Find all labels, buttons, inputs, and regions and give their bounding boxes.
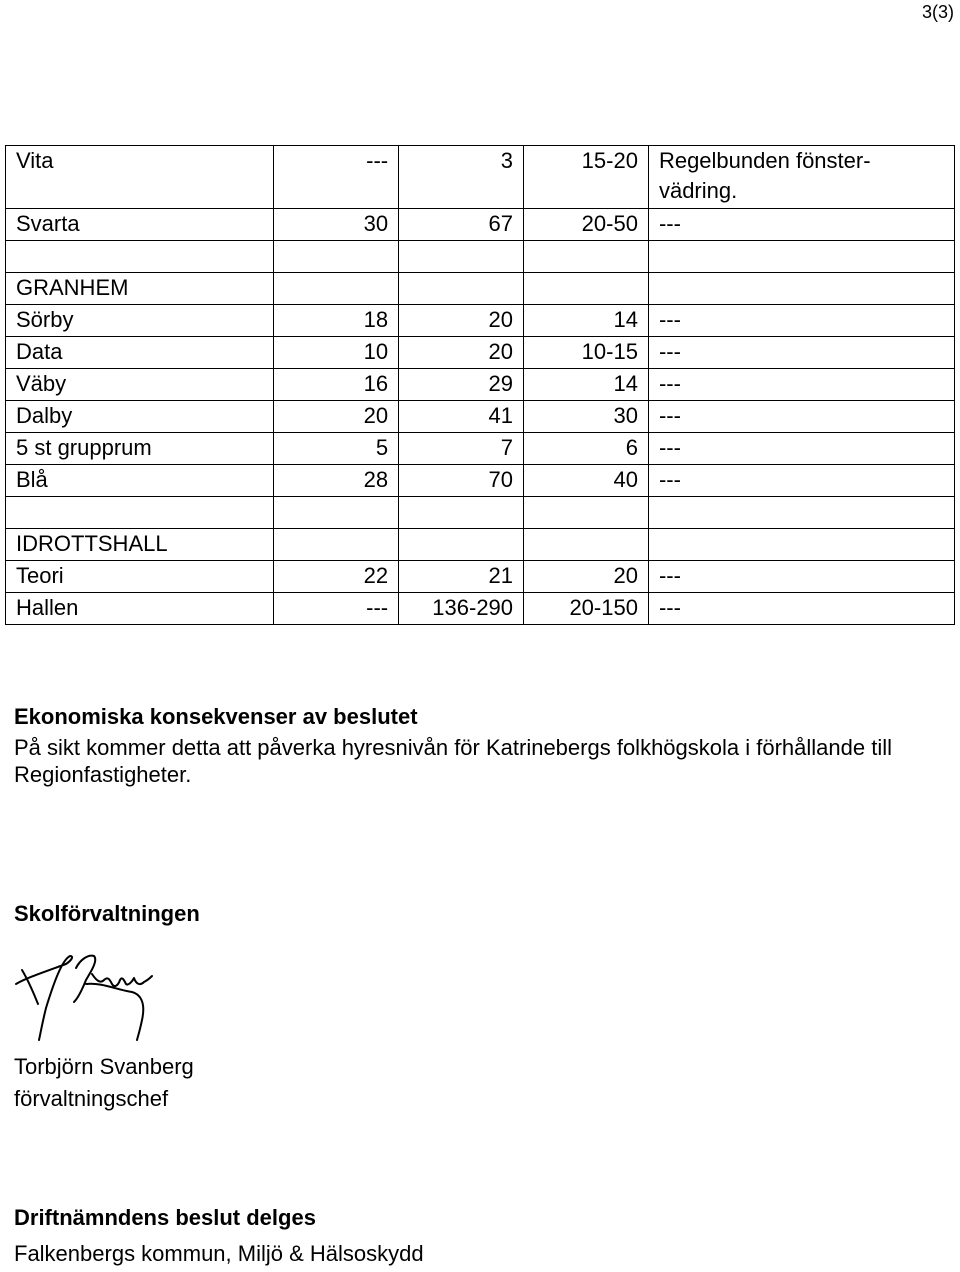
table-row [6, 369, 955, 401]
value-cell-a [274, 273, 399, 305]
room-name-cell: Vita [6, 146, 274, 209]
table-row [6, 305, 955, 337]
distribution-recipient: Falkenbergs kommun, Miljö & Hälsoskydd [14, 1241, 424, 1266]
value-cell-b: 3 [399, 146, 524, 209]
table-row [6, 241, 955, 273]
value-cell-a: 28 [274, 465, 399, 497]
value-cell-c: 30 [524, 401, 649, 433]
value-cell-c [524, 529, 649, 561]
economics-text: På sikt kommer detta att påverka hyresnivån för Katrinebergs folkhögskola i förhållande till Regionfastigheter. [14, 735, 892, 787]
value-cell-a [274, 497, 399, 529]
value-cell-a [274, 529, 399, 561]
room-name-cell: Blå [6, 465, 274, 497]
distribution-heading: Driftnämndens beslut delges [14, 1205, 316, 1230]
value-cell-c [524, 273, 649, 305]
note-cell: --- [648, 209, 954, 241]
table-row [6, 273, 955, 305]
table-row [6, 529, 955, 561]
value-cell-b: 29 [399, 369, 524, 401]
value-cell-a: 10 [274, 337, 399, 369]
room-table-body [6, 146, 955, 625]
table-row [6, 209, 955, 241]
value-cell-c: 40 [524, 465, 649, 497]
economics-heading: Ekonomiska konsekvenser av beslutet [14, 704, 418, 729]
signatory-name: Torbjörn Svanberg [14, 1054, 194, 1079]
note-cell [648, 497, 954, 529]
room-name-cell: Teori [6, 561, 274, 593]
room-name-cell: Väby [6, 369, 274, 401]
value-cell-b: 20 [399, 305, 524, 337]
note-cell: --- [648, 337, 954, 369]
value-cell-a: 22 [274, 561, 399, 593]
room-name-cell [6, 497, 274, 529]
room-name-cell: Sörby [6, 305, 274, 337]
value-cell-b [399, 273, 524, 305]
value-cell-c: 15-20 [524, 146, 649, 209]
table-row [6, 593, 955, 625]
page-number: 3(3) [921, 2, 954, 22]
signatory-title: förvaltningschef [14, 1086, 169, 1111]
table-row [6, 561, 955, 593]
value-cell-b: 20 [399, 337, 524, 369]
value-cell-b: 41 [399, 401, 524, 433]
handwritten-signature [14, 950, 154, 1042]
value-cell-a: 18 [274, 305, 399, 337]
table-row [6, 146, 955, 209]
note-cell: Regelbunden fönster-vädring. [648, 146, 954, 209]
note-cell [648, 529, 954, 561]
value-cell-b: 136-290 [399, 593, 524, 625]
value-cell-a: --- [274, 593, 399, 625]
room-name-cell: Svarta [6, 209, 274, 241]
value-cell-c: 20-150 [524, 593, 649, 625]
note-cell: --- [648, 433, 954, 465]
value-cell-b: 7 [399, 433, 524, 465]
room-name-cell: Hallen [6, 593, 274, 625]
room-name-cell: Data [6, 337, 274, 369]
value-cell-a: 20 [274, 401, 399, 433]
room-name-cell: IDROTTSHALL [6, 529, 274, 561]
room-name-cell: GRANHEM [6, 273, 274, 305]
room-name-cell: Dalby [6, 401, 274, 433]
value-cell-b [399, 529, 524, 561]
value-cell-c: 14 [524, 369, 649, 401]
note-cell [648, 241, 954, 273]
value-cell-c: 20-50 [524, 209, 649, 241]
value-cell-c: 10-15 [524, 337, 649, 369]
note-cell: --- [648, 561, 954, 593]
room-name-cell [6, 241, 274, 273]
value-cell-b [399, 497, 524, 529]
note-cell: --- [648, 369, 954, 401]
room-name-cell: 5 st grupprum [6, 433, 274, 465]
note-cell: --- [648, 465, 954, 497]
value-cell-b: 21 [399, 561, 524, 593]
value-cell-a: --- [274, 146, 399, 209]
value-cell-c: 14 [524, 305, 649, 337]
table-row [6, 401, 955, 433]
value-cell-a: 5 [274, 433, 399, 465]
value-cell-b: 67 [399, 209, 524, 241]
table-row [6, 465, 955, 497]
table-row [6, 337, 955, 369]
value-cell-a [274, 241, 399, 273]
value-cell-c [524, 241, 649, 273]
value-cell-c: 20 [524, 561, 649, 593]
value-cell-b: 70 [399, 465, 524, 497]
value-cell-c: 6 [524, 433, 649, 465]
department-heading: Skolförvaltningen [14, 901, 200, 926]
room-table [5, 145, 955, 625]
table-row [6, 497, 955, 529]
note-cell: --- [648, 305, 954, 337]
note-cell: --- [648, 593, 954, 625]
value-cell-c [524, 497, 649, 529]
table-row [6, 433, 955, 465]
value-cell-a: 16 [274, 369, 399, 401]
note-cell [648, 273, 954, 305]
note-cell: --- [648, 401, 954, 433]
value-cell-a: 30 [274, 209, 399, 241]
value-cell-b [399, 241, 524, 273]
